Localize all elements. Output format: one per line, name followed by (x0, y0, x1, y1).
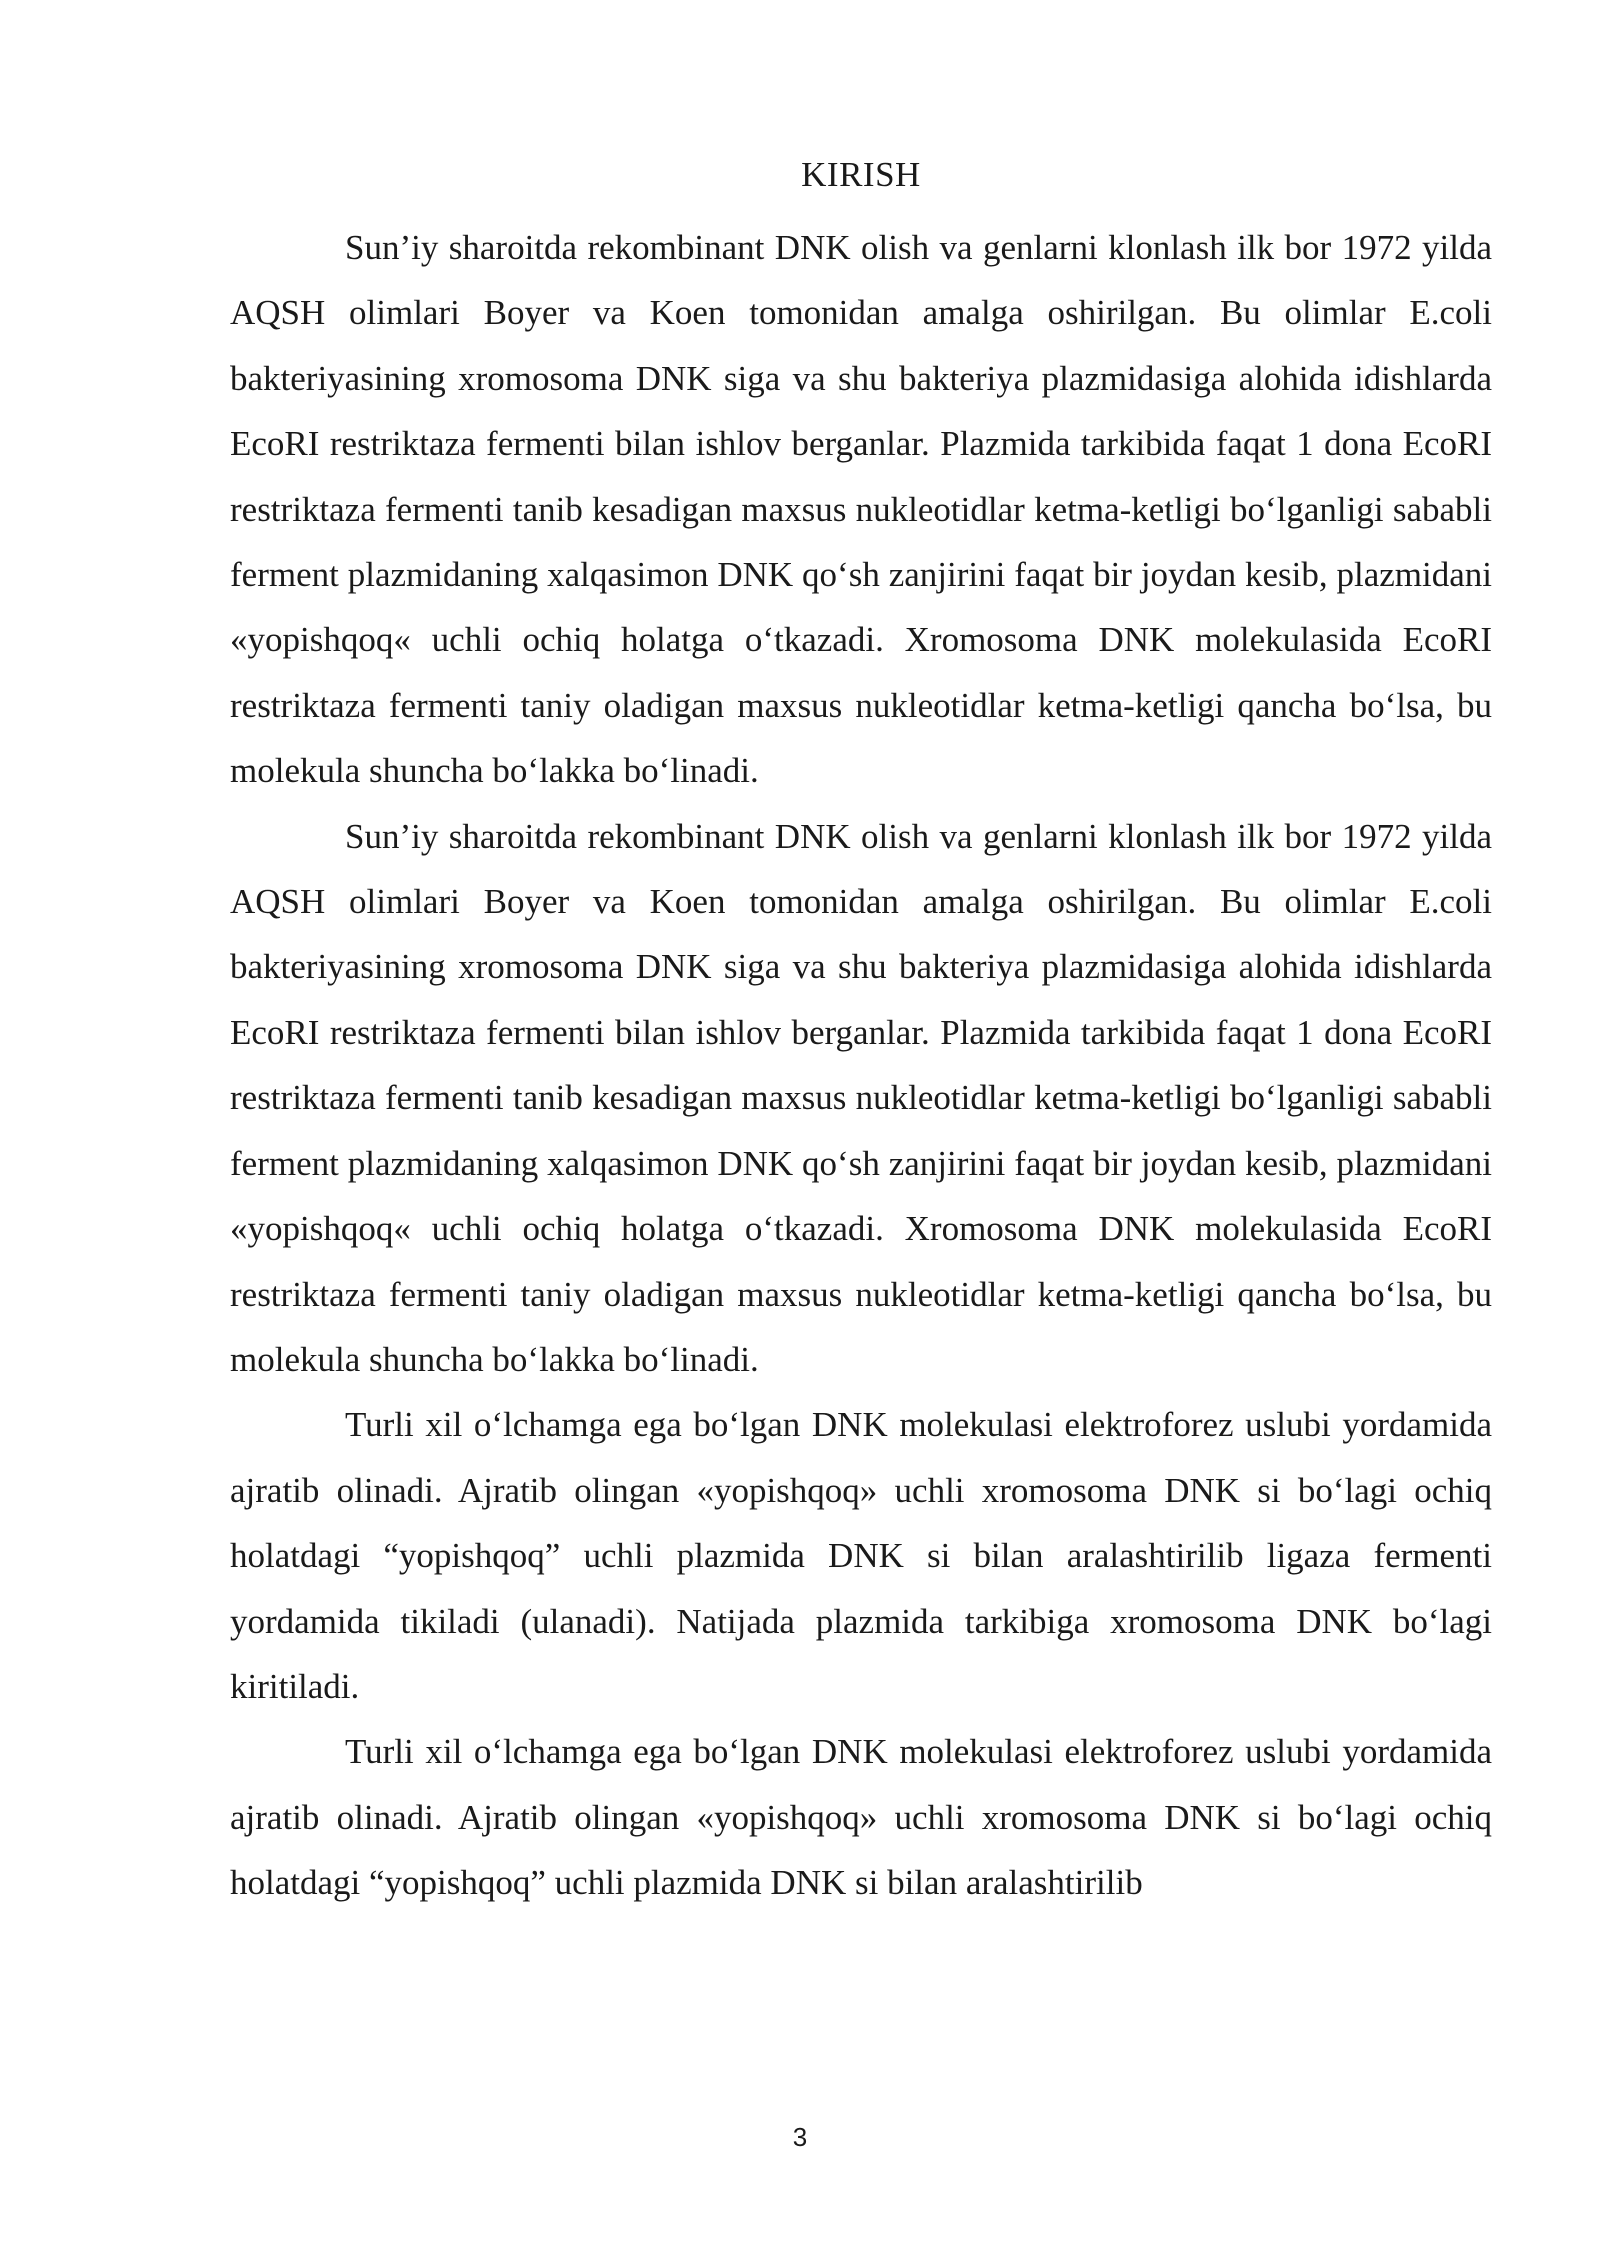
paragraph: Sun’iy sharoitda rekombinant DNK olish va genlarni klonlash ilk bor 1972 yilda AQSH olimlari Boyer va Koen tomonidan amalga oshirilgan. Bu olimlar E.coli bakteriyasining xromosoma DNK siga va shu bakteriya plazmidasiga alohida idishlarda EcoRI restriktaza fermenti bilan ishlov berganlar. Plazmida tarkibida faqat 1 dona EcoRI restriktaza fermenti tanib kesadigan maxsus nukleotidlar ketma-ketligi bo‘lganligi sababli ferment plazmidaning xalqasimon DNK qo‘sh zanjirini faqat bir joydan kesib, plazmidani «yopishqoq« uchli ochiq holatga o‘tkazadi. Xromosoma DNK molekulasida EcoRI restriktaza fermenti taniy oladigan maxsus nukleotidlar ketma-ketligi qancha bo‘lsa, bu molekula shuncha bo‘lakka bo‘linadi. (230, 816, 1492, 1379)
paragraph: Turli xil o‘lchamga ega bo‘lgan DNK molekulasi elektroforez uslubi yordamida ajratib olinadi. Ajratib olingan «yopishqoq» uchli xromosoma DNK si bo‘lagi ochiq holatdagi “yopishqoq” uchli plazmida DNK si bilan aralashtirilib ligaza fermenti yordamida tikiladi (ulanadi). Natijada plazmida tarkibiga xromosoma DNK bo‘lagi kiritiladi. (230, 1405, 1492, 1706)
section-heading: KIRISH (801, 155, 921, 194)
body-text (230, 215, 1492, 1916)
page-number: 3 (792, 2122, 808, 2152)
paragraph: Turli xil o‘lchamga ega bo‘lgan DNK molekulasi elektroforez uslubi yordamida ajratib olinadi. Ajratib olingan «yopishqoq» uchli xromosoma DNK si bo‘lagi ochiq holatdagi “yopishqoq” uchli plazmida DNK si bilan aralashtirilib (230, 1732, 1492, 1903)
paragraph: Sun’iy sharoitda rekombinant DNK olish va genlarni klonlash ilk bor 1972 yilda AQSH olimlari Boyer va Koen tomonidan amalga oshirilgan. Bu olimlar E.coli bakteriyasining xromosoma DNK siga va shu bakteriya plazmidasiga alohida idishlarda EcoRI restriktaza fermenti bilan ishlov berganlar. Plazmida tarkibida faqat 1 dona EcoRI restriktaza fermenti tanib kesadigan maxsus nukleotidlar ketma-ketligi bo‘lganligi sababli ferment plazmidaning xalqasimon DNK qo‘sh zanjirini faqat bir joydan kesib, plazmidani «yopishqoq« uchli ochiq holatga o‘tkazadi. Xromosoma DNK molekulasida EcoRI restriktaza fermenti taniy oladigan maxsus nukleotidlar ketma-ketligi qancha bo‘lsa, bu molekula shuncha bo‘lakka bo‘linadi. (230, 228, 1492, 791)
